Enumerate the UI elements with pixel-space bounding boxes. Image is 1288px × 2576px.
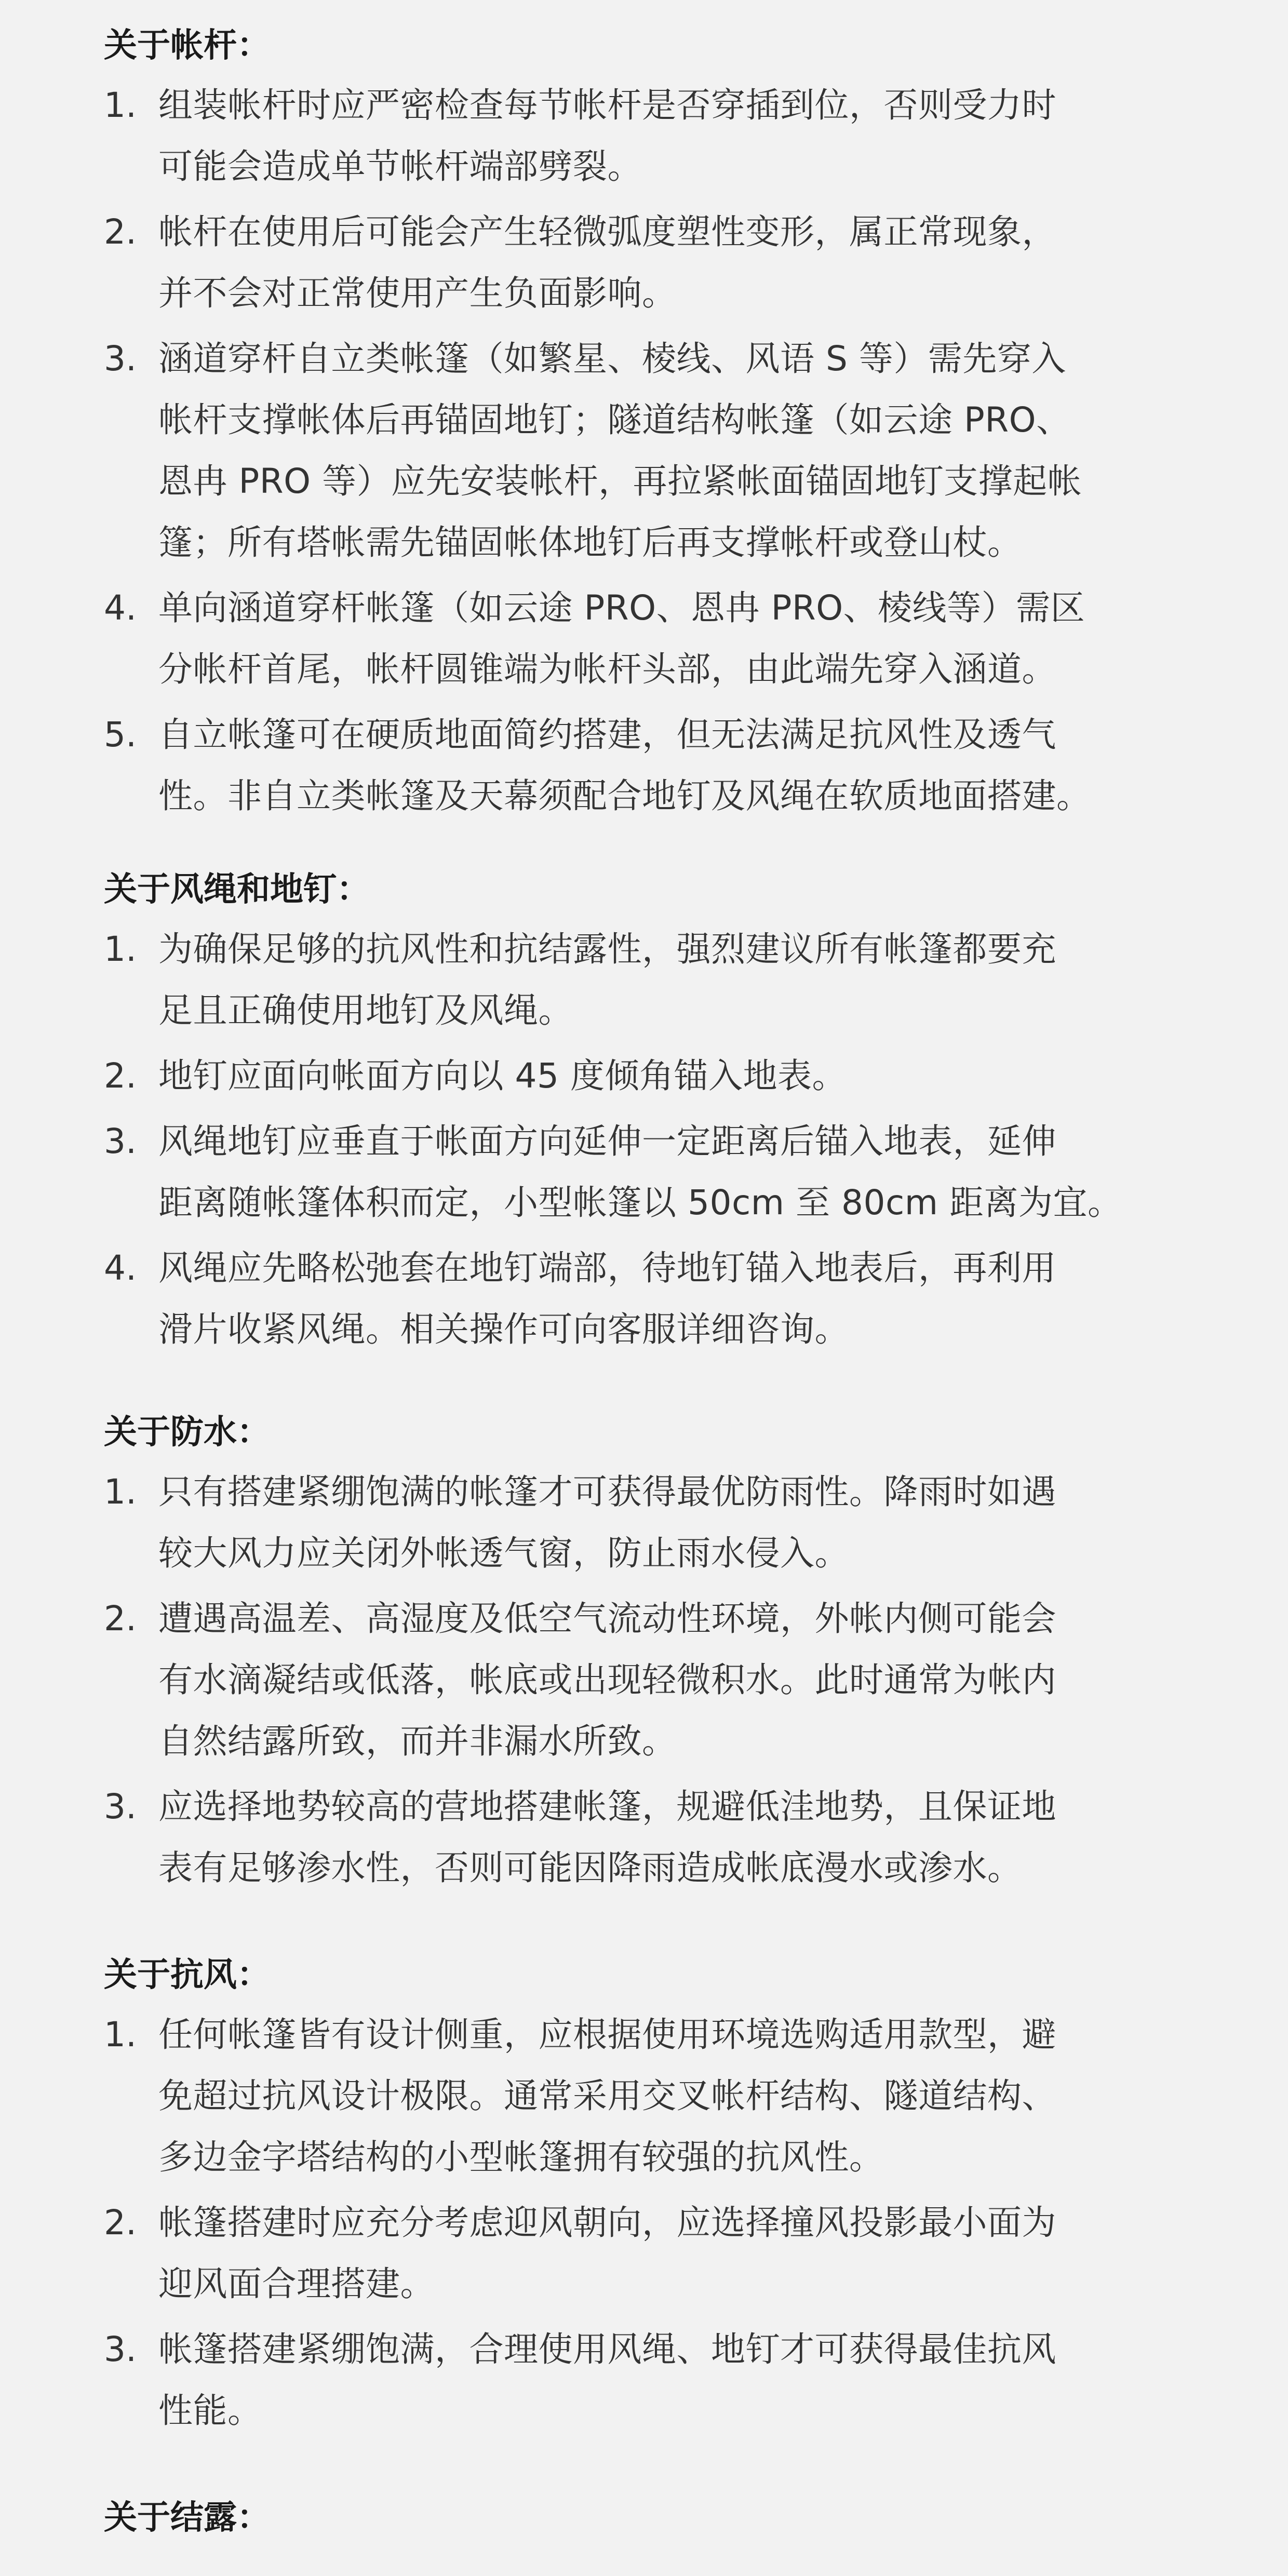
item-line: 应选择地势较高的营地搭建帐篷，规避低洼地势，且保证地: [158, 1787, 1056, 1827]
item-number: 2.: [104, 212, 137, 252]
item-number: 2.: [104, 2203, 137, 2243]
list-item: [104, 75, 1215, 197]
item-line: 帐篷搭建紧绷饱满，合理使用风绳、地钉才可获得最佳抗风: [158, 2329, 1056, 2369]
list-item: [104, 1588, 1215, 1772]
list-item: [104, 1238, 1215, 1360]
list-item: [104, 1111, 1215, 1233]
item-line: 多边金字塔结构的小型帐篷拥有较强的抗风性。: [158, 2137, 884, 2177]
item-line: 为确保足够的抗风性和抗结露性，强烈建议所有帐篷都要充: [158, 929, 1056, 969]
item-number: 2.: [104, 1599, 137, 1639]
item-line: 较大风力应关闭外帐透气窗，防止雨水侵入。: [158, 1533, 849, 1573]
item-number: 2.: [104, 1056, 137, 1096]
item-line: 可能会造成单节帐杆端部劈裂。: [158, 146, 642, 186]
item-number: 1.: [104, 85, 137, 125]
item-line: 任何帐篷皆有设计侧重，应根据使用环境选购适用款型，避: [158, 2015, 1056, 2055]
list-item: [104, 202, 1215, 324]
item-line: 表有足够渗水性，否则可能因降雨造成帐底漫水或渗水。: [158, 1848, 1022, 1888]
section-title: 关于风绳和地钉：: [104, 870, 370, 909]
section-title: 关于抗风：: [104, 1956, 270, 1994]
section-tent-poles: [104, 21, 1215, 827]
section-title: 关于结露：: [104, 2499, 270, 2537]
item-number: 5.: [104, 715, 137, 755]
item-line: 性能。: [158, 2391, 262, 2431]
item-line: 只有搭建紧绷饱满的帐篷才可获得最优防雨性。降雨时如遇: [158, 1472, 1056, 1512]
list-item: [104, 1045, 1215, 1107]
list-item: [104, 578, 1215, 700]
item-line: 并不会对正常使用产生负面影响。: [158, 273, 677, 313]
list-item: [104, 2004, 1215, 2188]
section-waterproof: [104, 1407, 1215, 1899]
list-item: [104, 704, 1215, 827]
item-number: 1.: [104, 2015, 137, 2055]
item-number: 4.: [104, 1248, 137, 1288]
item-number: 1.: [104, 929, 137, 969]
item-number: 1.: [104, 1472, 137, 1512]
section-title: 关于防水：: [104, 1413, 270, 1452]
item-line: 有水滴凝结或低落，帐底或出现轻微积水。此时通常为帐内: [158, 1660, 1056, 1700]
item-line: 迎风面合理搭建。: [158, 2264, 435, 2304]
item-line: 组装帐杆时应严密检查每节帐杆是否穿插到位，否则受力时: [158, 85, 1056, 125]
item-number: 4.: [104, 588, 137, 628]
item-line: 风绳应先略松弛套在地钉端部，待地钉锚入地表后，再利用: [158, 1248, 1056, 1288]
item-number: 3.: [104, 339, 137, 379]
item-line: 恩冉 PRO 等）应先安装帐杆，再拉紧帐面锚固地钉支撑起帐: [158, 461, 1082, 501]
item-number: 3.: [104, 1787, 137, 1827]
item-line: 滑片收紧风绳。相关操作可向客服详细咨询。: [158, 1309, 849, 1349]
list-item: [104, 328, 1215, 573]
item-line: 风绳地钉应垂直于帐面方向延伸一定距离后锚入地表，延伸: [158, 1121, 1056, 1161]
item-line: 分帐杆首尾，帐杆圆锥端为帐杆头部，由此端先穿入涵道。: [158, 649, 1056, 689]
item-line: 帐杆在使用后可能会产生轻微弧度塑性变形，属正常现象，: [158, 212, 1056, 252]
item-line: 涵道穿杆自立类帐篷（如繁星、棱线、风语 S 等）需先穿入: [158, 339, 1066, 379]
list-item: [104, 1776, 1215, 1899]
item-line: 自立帐篷可在硬质地面简约搭建，但无法满足抗风性及透气: [158, 715, 1056, 755]
item-line: 单向涵道穿杆帐篷（如云途 PRO、恩冉 PRO、棱线等）需区: [158, 588, 1085, 628]
item-number: 3.: [104, 1121, 137, 1161]
item-number: 3.: [104, 2329, 137, 2369]
section-wind-resistance: [104, 1950, 1215, 2441]
item-line: 距离随帐篷体积而定，小型帐篷以 50cm 至 80cm 距离为宜。: [158, 1183, 1122, 1223]
item-line: 遭遇高温差、高湿度及低空气流动性环境，外帐内侧可能会: [158, 1599, 1056, 1639]
section-condensation: [104, 2493, 1215, 2543]
section-title: 关于帐杆：: [104, 26, 270, 65]
list-item: [104, 919, 1215, 1041]
item-line: 免超过抗风设计极限。通常采用交叉帐杆结构、隧道结构、: [158, 2076, 1056, 2116]
list-item: [104, 2319, 1215, 2441]
list-item: [104, 2192, 1215, 2315]
item-line: 性。非自立类帐篷及天幕须配合地钉及风绳在软质地面搭建。: [158, 776, 1091, 816]
item-line: 足且正确使用地钉及风绳。: [158, 990, 573, 1030]
section-guylines-stakes: [104, 865, 1215, 1360]
item-line: 篷；所有塔帐需先锚固帐体地钉后再支撑帐杆或登山杖。: [158, 522, 1022, 562]
item-line: 地钉应面向帐面方向以 45 度倾角锚入地表。: [158, 1056, 847, 1096]
item-line: 帐杆支撑帐体后再锚固地钉；隧道结构帐篷（如云途 PRO、: [158, 400, 1071, 440]
item-line: 帐篷搭建时应充分考虑迎风朝向，应选择撞风投影最小面为: [158, 2203, 1056, 2243]
item-line: 自然结露所致，而并非漏水所致。: [158, 1721, 677, 1761]
list-item: [104, 1461, 1215, 1584]
